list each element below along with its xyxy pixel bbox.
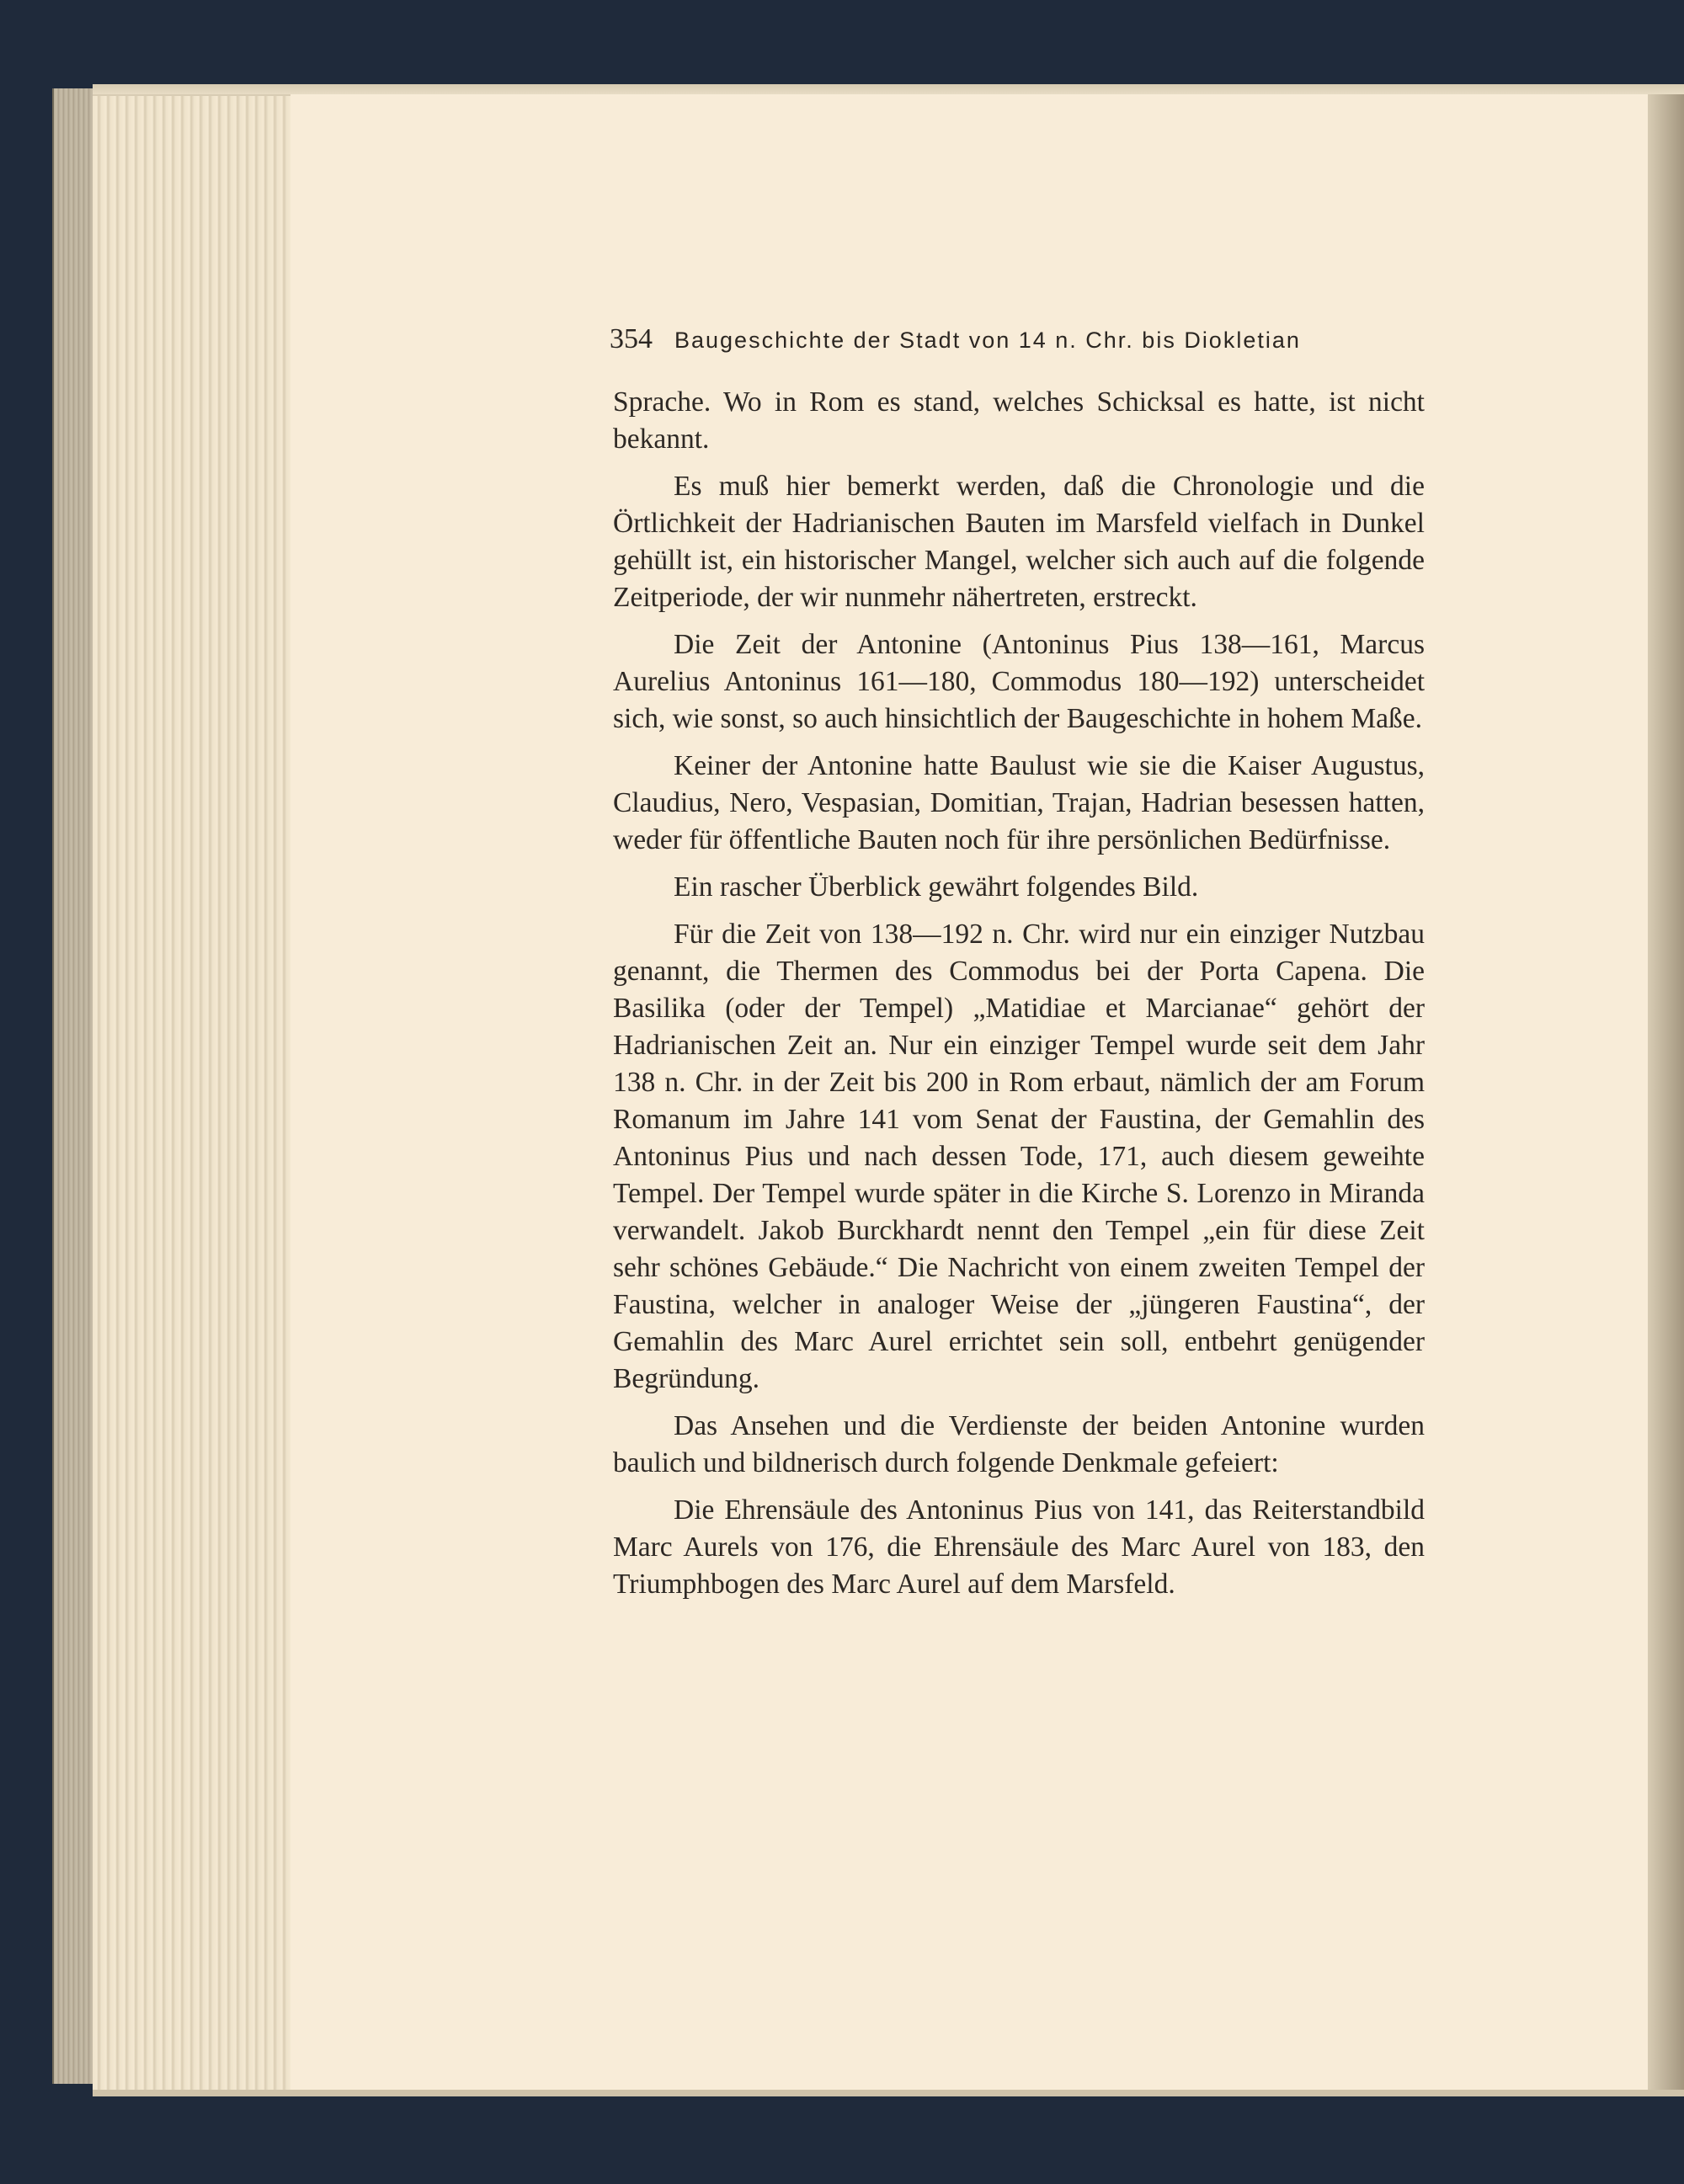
page-number: 354 <box>610 323 653 354</box>
page-bottom-edge <box>93 2090 1684 2096</box>
paragraph-3: Die Zeit der Antonine (Antoninus Pius 138—161, Marcus Aurelius Antoninus 161—180, Commodus 180—192) unterscheidet sich, wie sonst, so auch hinsichtlich der Baugeschichte in hohem Maße. <box>613 629 1425 734</box>
paragraph-8: Die Ehrensäule des Antoninus Pius von 141, das Reiterstandbild Marc Aurels von 176, die Ehrensäule des Marc Aurel von 183, den Triumphbogen des Marc Aurel auf dem Marsfeld. <box>613 1494 1425 1600</box>
paragraph-7: Das Ansehen und die Verdienste der beiden Antonine wurden baulich und bildnerisch durch folgende Denkmale gefeiert: <box>613 1410 1425 1478</box>
paragraph-1: Sprache. Wo in Rom es stand, welches Schicksal es hatte, ist nicht bekannt. <box>613 386 1425 455</box>
page-gutter <box>1648 94 1684 2090</box>
page-header <box>610 323 1418 355</box>
page-stack-edges <box>93 94 295 2093</box>
paragraph-6: Für die Zeit von 138—192 n. Chr. wird nur ein einziger Nutzbau genannt, die Thermen des Commodus bei der Porta Capena. Die Basilika (oder der Tempel) „Matidiae et Marcianae“ gehört der Hadrianischen Zeit an. Nur ein einziger Tempel wurde seit dem Jahr 138 n. Chr. in der Zeit bis 200 in Rom erbaut, nämlich der am Forum Romanum im Jahre 141 vom Senat der Faustina, der Gemahlin des Antoninus Pius und nach dessen Tode, 171, auch diesem geweihte Tempel. Der Tempel wurde später in die Kirche S. Lorenzo in Miranda verwandelt. Jakob Burckhardt nennt den Tempel „ein für diese Zeit sehr schönes Gebäude.“ Die Nachricht von einem zweiten Tempel der Faustina, welcher in analoger Weise der „jüngeren Faustina“, der Gemahlin des Marc Aurel errichtet sein soll, entbehrt genügender Begründung. <box>613 919 1425 1394</box>
paragraph-2: Es muß hier bemerkt werden, daß die Chronologie und die Örtlichkeit der Hadrianischen Bauten im Marsfeld vielfach in Dunkel gehüllt ist, ein historischer Mangel, welcher sich auch auf die folgende Zeitperiode, der wir nunmehr nähertreten, erstreckt. <box>613 471 1425 613</box>
running-title: Baugeschichte der Stadt von 14 n. Chr. bis Diokletian <box>674 328 1301 353</box>
body-text <box>613 384 1425 1613</box>
paragraph-5: Ein rascher Überblick gewährt folgendes Bild. <box>674 871 1199 903</box>
paragraph-4: Keiner der Antonine hatte Baulust wie sie die Kaiser Augustus, Claudius, Nero, Vespasian, Domitian, Trajan, Hadrian besessen hatten, weder für öffentliche Bauten noch für ihre persönlichen Bedürfnisse. <box>613 750 1425 855</box>
